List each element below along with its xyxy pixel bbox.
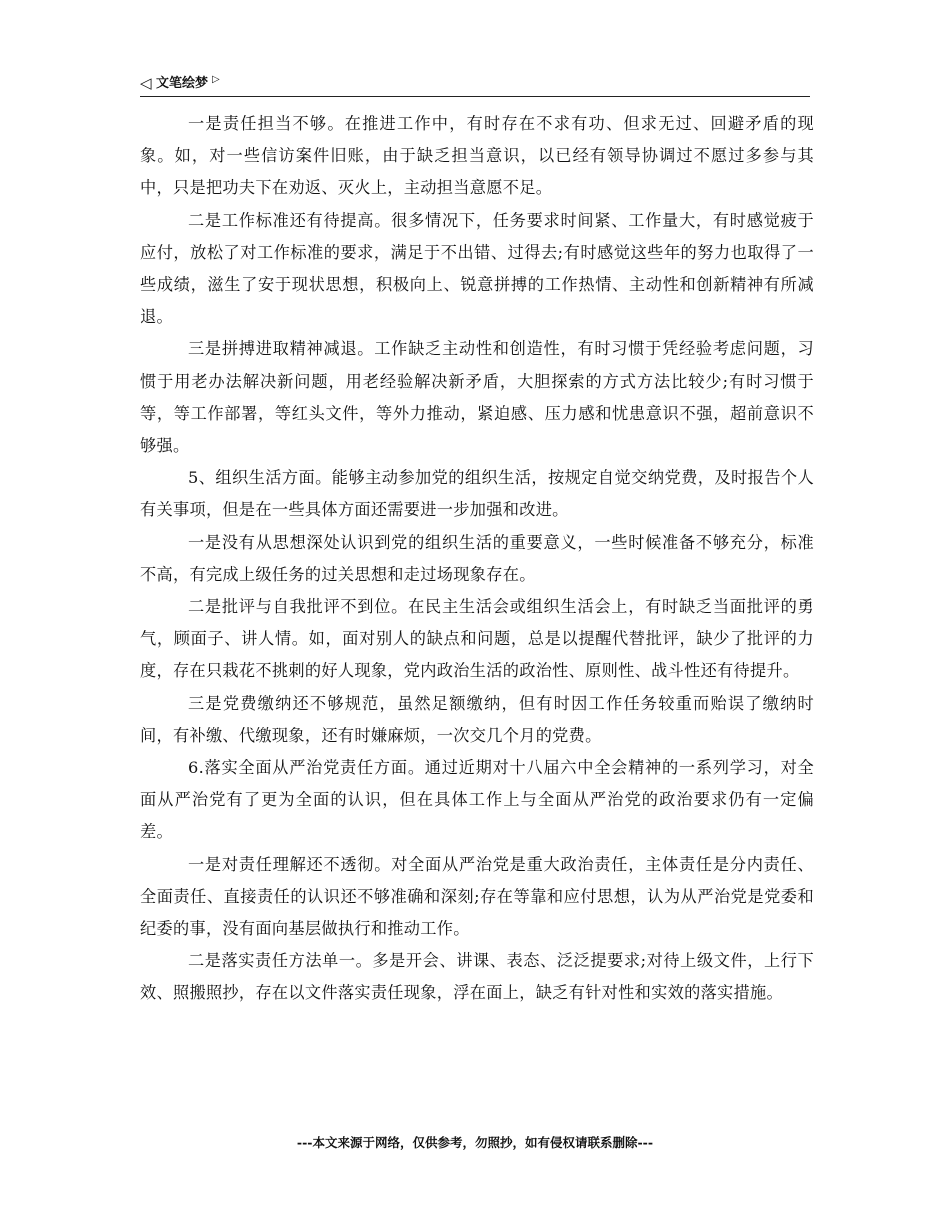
document-header [140,72,810,97]
paragraph: 一是对责任理解还不透彻。对全面从严治党是重大政治责任，主体责任是分内责任、全面责任、直接责任的认识还不够准确和深刻;存在等靠和应付思想，认为从严治党是党委和纪委的事，没有面向基层做执行和推动工作。 [140,854,814,939]
paragraph: 6.落实全面从严治党责任方面。通过近期对十八届六中全会精神的一系列学习，对全面从严治党有了更为全面的认识，但在具体工作上与全面从严治党的政治要求仍有一定偏差。 [140,758,814,842]
document-body [140,108,814,1010]
header-title: 文笔绘梦 [156,76,209,91]
paragraph: 二是落实责任方法单一。多是开会、讲课、表态、泛泛提要求;对待上级文件，上行下效、照搬照抄，存在以文件落实责任现象，浮在面上，缺乏有针对性和实效的落实措施。 [140,951,814,1003]
paragraph: 三是党费缴纳还不够规范，虽然足额缴纳，但有时因工作任务较重而贻误了缴纳时间，有补缴、代缴现象，还有时嫌麻烦，一次交几个月的党费。 [140,693,814,745]
left-triangle-icon: ◁ [140,74,152,92]
paragraph: 一是没有从思想深处认识到党的组织生活的重要意义，一些时候准备不够充分，标准不高，有完成上级任务的过关思想和走过场现象存在。 [140,532,814,584]
paragraph: 二是工作标准还有待提高。很多情况下，任务要求时间紧、工作量大，有时感觉疲于应付，放松了对工作标准的要求，满足于不出错、过得去;有时感觉这些年的努力也取得了一些成绩，滋生了安于现状思想，积极向上、锐意拼搏的工作热情、主动性和创新精神有所减退。 [140,210,814,327]
paragraph: 二是批评与自我批评不到位。在民主生活会或组织生活会上，有时缺乏当面批评的勇气，顾面子、讲人情。如，面对别人的缺点和问题，总是以提醒代替批评，缺少了批评的力度，存在只栽花不挑刺的好人现象，党内政治生活的政治性、原则性、战斗性还有待提升。 [140,597,814,681]
paragraph: 5、组织生活方面。能够主动参加党的组织生活，按规定自觉交纳党费，及时报告个人有关事项，但是在一些具体方面还需要进一步加强和改进。 [140,468,814,520]
paragraph: 三是拼搏进取精神减退。工作缺乏主动性和创造性，有时习惯于凭经验考虑问题，习惯于用老办法解决新问题，用老经验解决新矛盾，大胆探索的方式方法比较少;有时习惯于等，等工作部署，等红头文件，等外力推动，紧迫感、压力感和忧患意识不强，超前意识不够强。 [140,339,814,456]
footer-disclaimer: ---本文来源于网络，仅供参考，勿照抄，如有侵权请联系删除--- [296,1135,654,1150]
paragraph: 一是责任担当不够。在推进工作中，有时存在不求有功、但求无过、回避矛盾的现象。如，对一些信访案件旧账，由于缺乏担当意识，以已经有领导协调过不愿过多参与其中，只是把功夫下在劝返、灭火上，主动担当意愿不足。 [140,114,814,198]
right-triangle-icon: ▷ [212,74,220,85]
